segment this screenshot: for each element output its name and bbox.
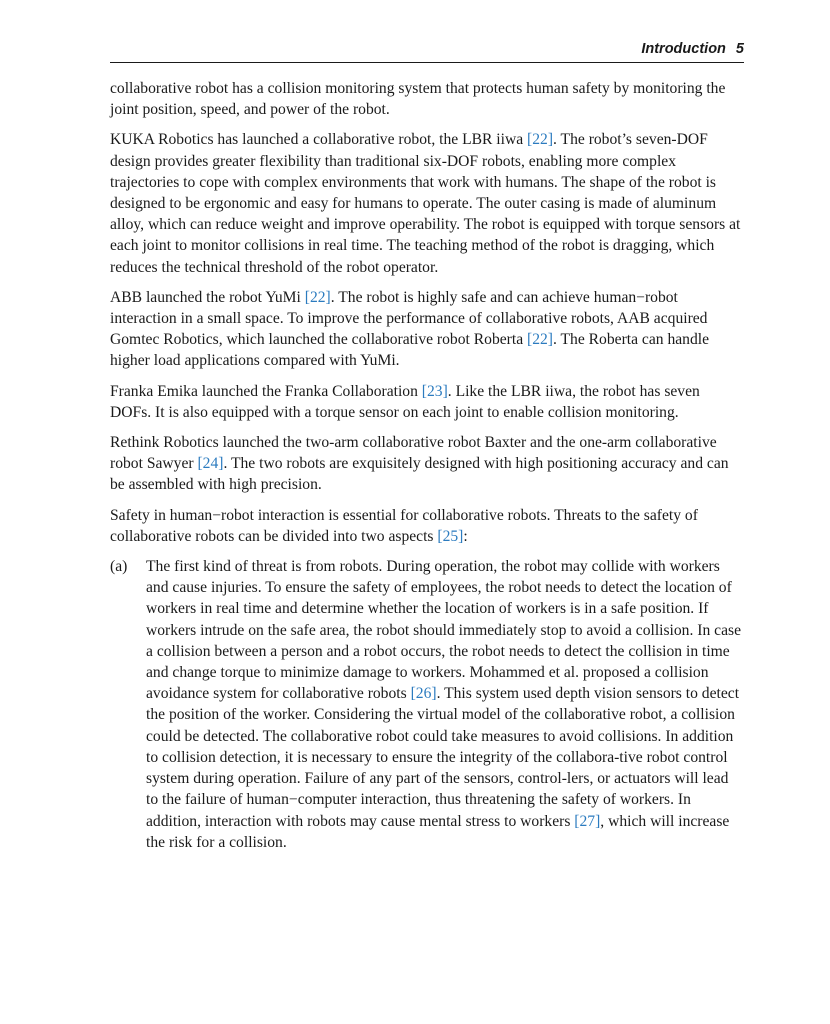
text: KUKA Robotics has launched a collaborative robot, the LBR iiwa [110,131,528,149]
paragraph-collision-monitoring [110,78,744,120]
citation-link[interactable]: [23] [421,382,448,400]
text: . Like the LBR iiwa, the robot has seven DOFs. It is also equipped with a torque sensor on each joint to enable collision monitoring. [110,382,700,421]
text: . The two robots are exquisitely designed with high positioning accuracy and can be assembled with high precision. [110,455,729,494]
text: collaborative robot has a collision monitoring system that protects human safety by monitoring the joint position, speed, and power of the robot. [110,80,726,119]
paragraph-abb [110,287,744,372]
text: The first kind of threat is from robots. During operation, the robot may collide with workers and cause injuries. To ensure the safety of employees, the robot needs to detect the location of workers in real time and determine whether the location of workers is in a safe position. If workers intrude on the safe area, the robot should immediately stop to avoid a collision. In case a collision between a person and a robot occurs, the robot needs to detect the collision in time and change torque to minimize damage to workers. Mohammed et al. proposed a collision avoidance system for collaborative robots [146,558,741,703]
citation-link[interactable]: [27] [574,812,601,830]
paragraph-rethink [110,432,744,496]
citation-link[interactable]: [22] [527,131,554,149]
paragraph-franka [110,381,744,423]
list-item-body [146,556,744,853]
body-text [110,78,744,853]
text: Rethink Robotics launched the two-arm collaborative robot Baxter and the one-arm collaborative robot Sawyer [110,434,717,473]
text: . The robot is highly safe and can achieve human−robot interaction in a small space. To improve the performance of collaborative robots, AAB acquired Gomtec Robotics, which launched the collaborative robot Roberta [110,288,708,349]
text: Safety in human−robot interaction is essential for collaborative robots. Threats to the safety of collaborative robots can be divided into two aspects [110,506,698,545]
list-label: (a) [110,558,128,576]
paragraph-safety [110,505,744,547]
citation-link[interactable]: [22] [304,288,331,306]
text: Franka Emika launched the Franka Collaboration [110,382,422,400]
text: ABB launched the robot YuMi [110,288,305,306]
header-title: Introduction [641,41,726,57]
paragraph-kuka [110,129,744,277]
citation-link[interactable]: [26] [410,685,437,703]
text: . This system used depth vision sensors to detect the position of the worker. Considering the virtual model of the collaborative robot, a collision could be detected. The collaborative robot could take measures to avoid collisions. In addition to collision detection, it is necessary to ensure the integrity of the collabora-tive robot control system during operation. Failure of any part of the sensors, control-lers, or actuators will lead to the failure of human−computer interaction, thus threatening the safety of workers. In addition, interaction with robots may cause mental stress to workers [146,685,740,830]
citation-link[interactable]: [24] [197,455,224,473]
citation-link[interactable]: [25] [437,527,464,545]
page-number: 5 [735,41,744,57]
list-item-a [110,556,744,853]
citation-link[interactable]: [22] [527,331,553,349]
text: : [463,527,468,545]
text: . The robot’s seven-DOF design provides greater flexibility than traditional six-DOF robots, enabling more complex trajectories to cope with complex environments that work with humans. The shape of the robot is designed to be ergonomic and easy for humans to operate. The outer casing is made of aluminum alloy, which can reduce weight and improve operability. The robot is equipped with torque sensors at each joint to monitor collisions in real time. The teaching method of the robot is dragging, which reduces the technical threshold of the robot operator. [110,131,741,276]
text: , which will increase the risk for a collision. [146,812,730,851]
running-header [110,40,744,63]
text: . The Roberta can handle higher load applications compared with YuMi. [110,331,710,370]
